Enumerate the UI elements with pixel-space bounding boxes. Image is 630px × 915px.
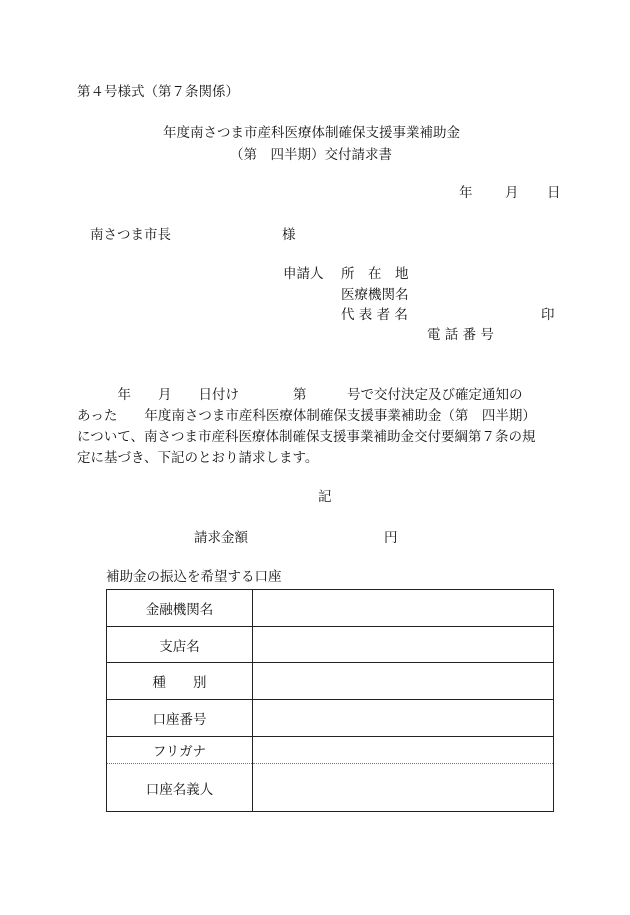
account-table <box>106 589 554 812</box>
title-line-1: 年度南さつま市産科医療体制確保支援事業補助金 <box>163 125 460 141</box>
body-paragraph <box>77 385 557 469</box>
table-row <box>107 764 554 812</box>
body-line: 年 月 日付け 第 号で交付決定及び確定通知の <box>77 387 523 403</box>
body-line: について、南さつま市産科医療体制確保支援事業補助金交付要綱第７条の規 <box>77 429 536 445</box>
seal-mark: 印 <box>541 307 555 323</box>
type-label: 種 別 <box>107 663 253 700</box>
form-number: 第４号様式（第７条関係） <box>77 84 239 100</box>
table-row <box>107 627 554 663</box>
institution-label: 医療機関名 <box>341 287 409 303</box>
number-field[interactable] <box>253 700 554 737</box>
table-row <box>107 700 554 737</box>
addressee-honorific: 様 <box>282 227 296 243</box>
date-year: 年 <box>459 185 473 201</box>
holder-label: 口座名義人 <box>107 764 253 812</box>
holder-field[interactable] <box>253 764 554 812</box>
amount-unit: 円 <box>384 530 398 546</box>
ki-heading: 記 <box>318 489 332 505</box>
address-label: 所 在 地 <box>341 266 409 282</box>
date-month: 月 <box>505 185 519 201</box>
table-row <box>107 590 554 627</box>
applicant-label: 申請人 <box>283 266 324 282</box>
body-line: 定に基づき、下記のとおり請求します。 <box>77 450 319 466</box>
account-heading: 補助金の振込を希望する口座 <box>106 569 282 585</box>
title-line-2: （第 四半期）交付請求書 <box>230 147 392 163</box>
table-row <box>107 663 554 700</box>
branch-label: 支店名 <box>107 627 253 663</box>
furigana-field[interactable] <box>253 737 554 764</box>
bank-label: 金融機関名 <box>107 590 253 627</box>
furigana-label: フリガナ <box>107 737 253 764</box>
representative-label: 代 表 者 名 <box>341 307 408 323</box>
amount-label: 請求金額 <box>194 530 248 546</box>
date-day: 日 <box>547 185 561 201</box>
bank-field[interactable] <box>253 590 554 627</box>
type-field[interactable] <box>253 663 554 700</box>
body-line: あった 年度南さつま市産科医療体制確保支援事業補助金（第 四半期） <box>77 408 536 424</box>
phone-label: 電 話 番 号 <box>427 327 494 343</box>
addressee-name: 南さつま市長 <box>90 227 171 243</box>
number-label: 口座番号 <box>107 700 253 737</box>
branch-field[interactable] <box>253 627 554 663</box>
table-row <box>107 737 554 764</box>
